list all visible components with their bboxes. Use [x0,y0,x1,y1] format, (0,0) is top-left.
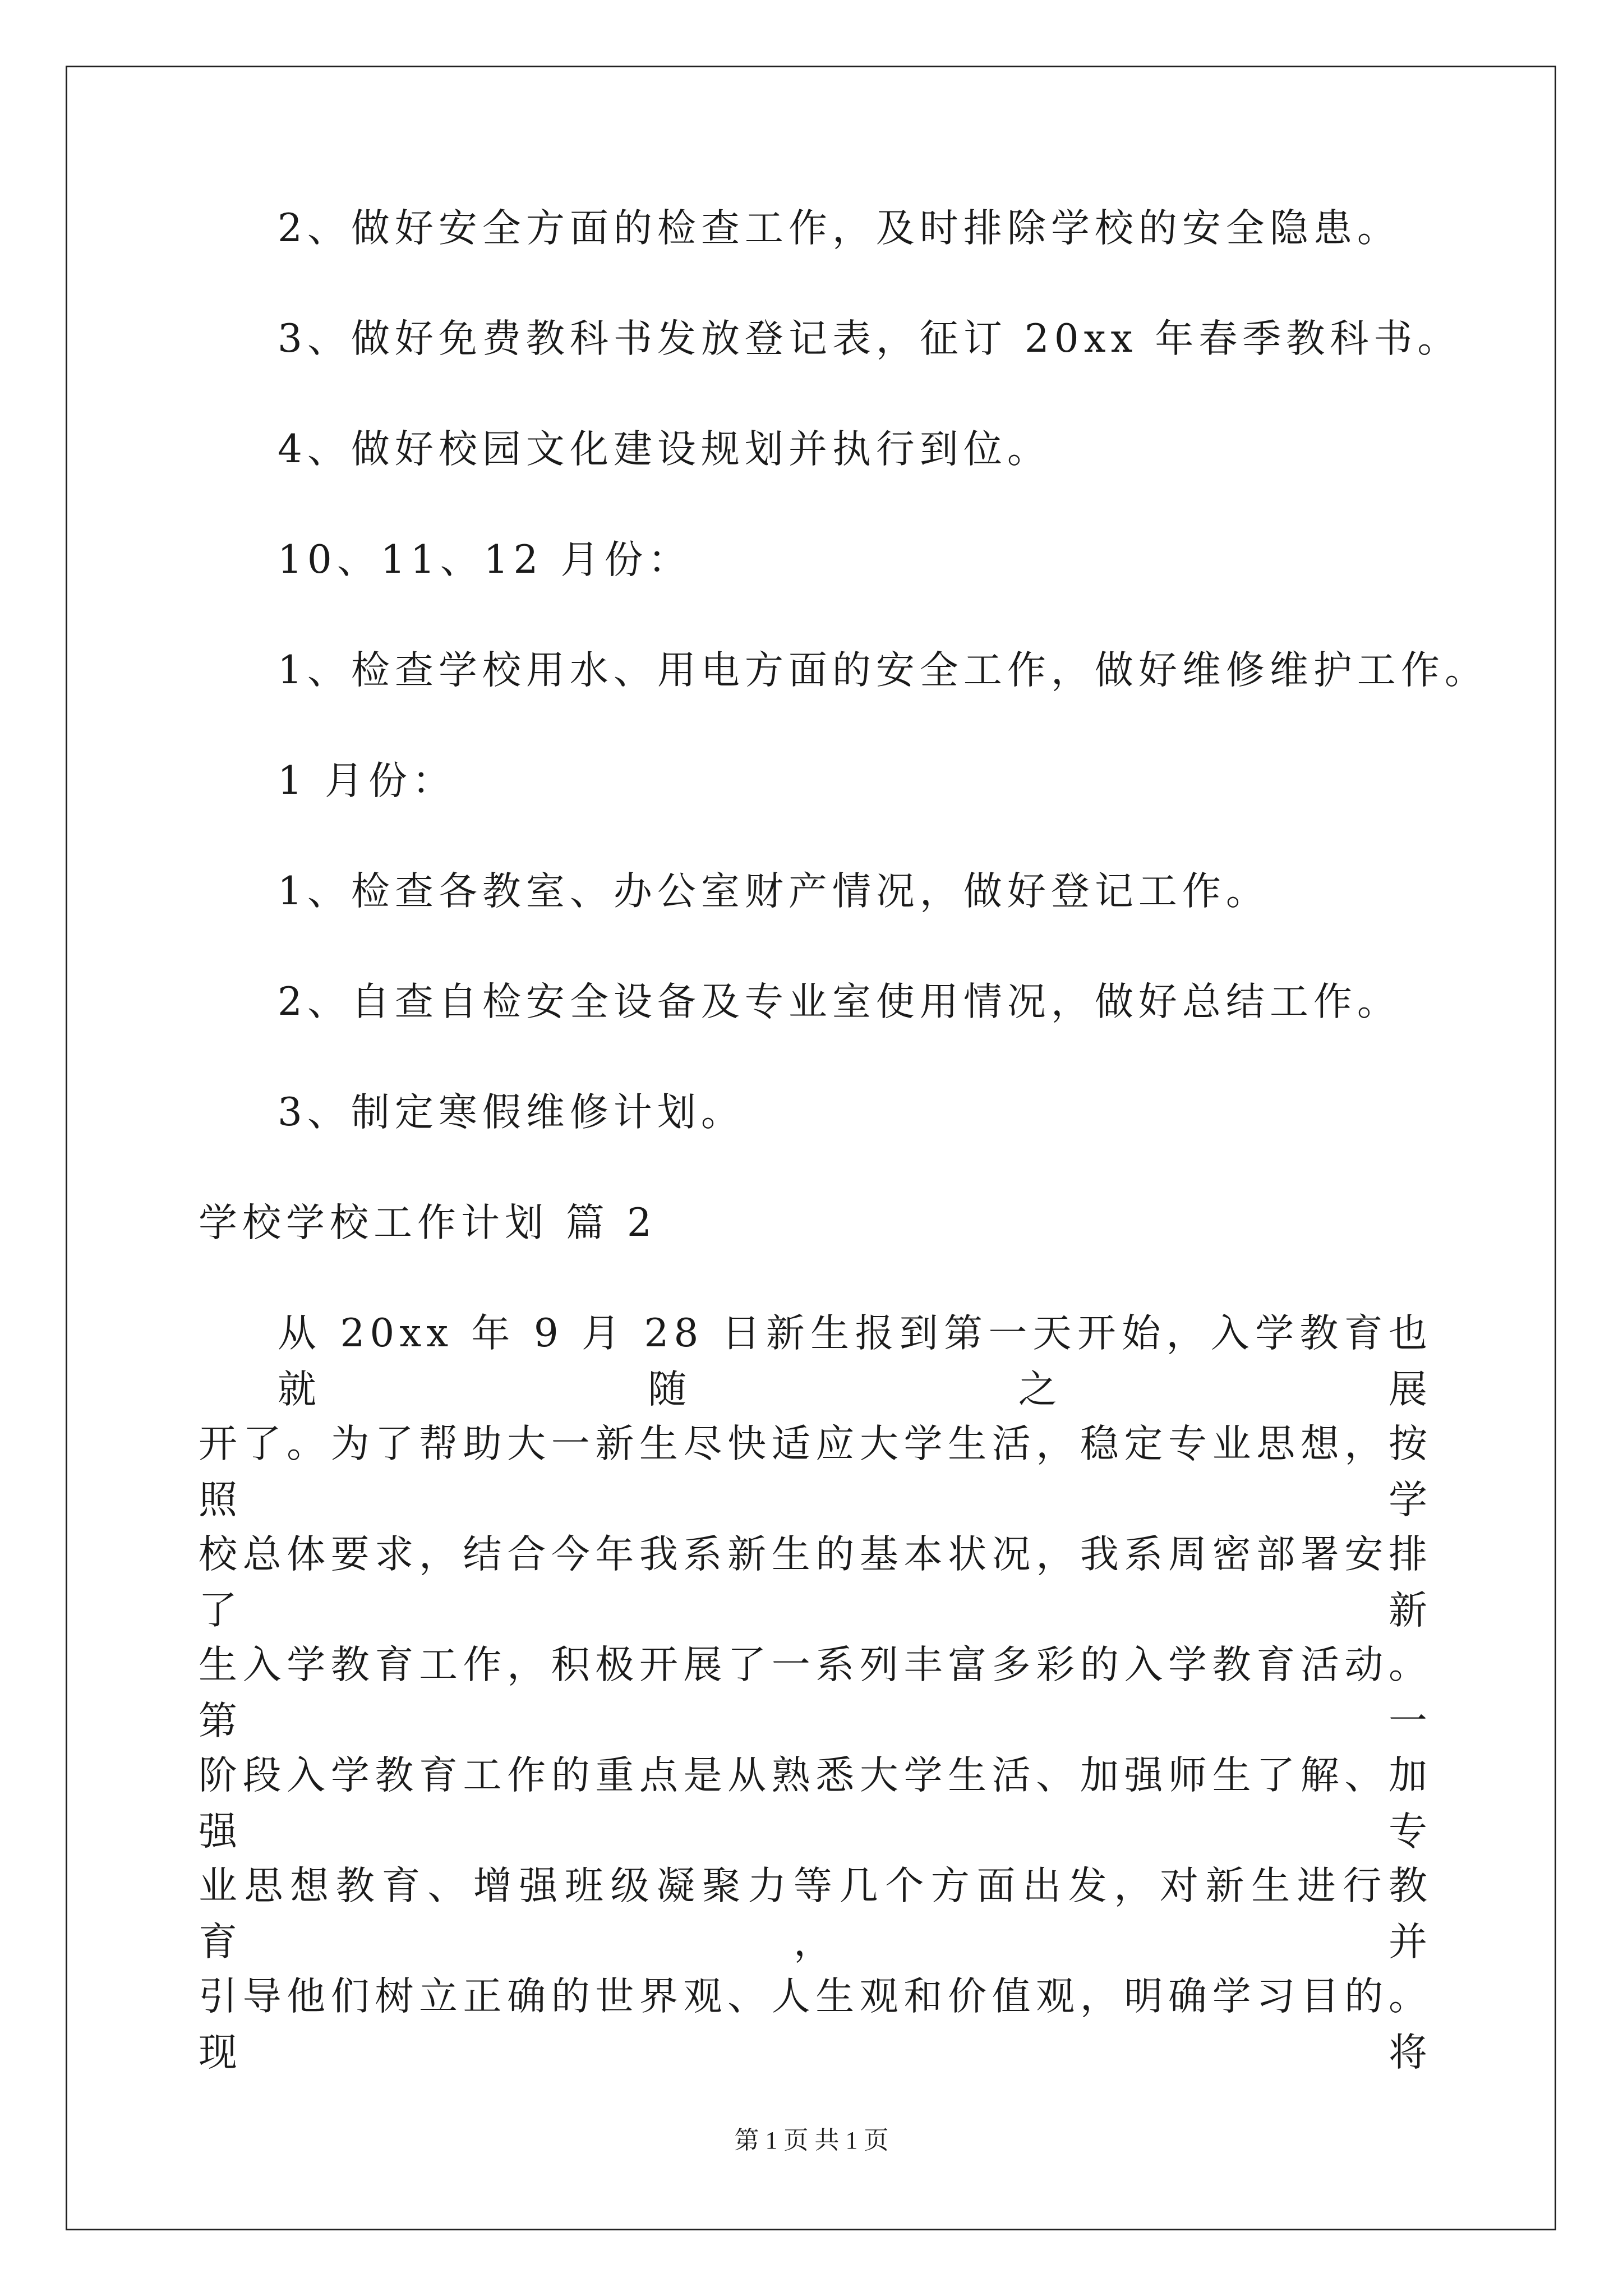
text-line: 2、自查自检安全设备及专业室使用情况，做好总结工作。 [278,979,1401,1024]
paragraph-line: 引导他们树立正确的世界观、人生观和价值观，明确学习目的。现将 [199,1974,1432,2075]
paragraph-line: 业思想教育、增强班级凝聚力等几个方面出发，对新生进行教育，并 [199,1864,1432,1964]
text-line: 3、做好免费教科书发放登记表，征订 20xx 年春季教科书。 [278,316,1461,361]
text-line: 2、做好安全方面的检查工作，及时排除学校的安全隐患。 [278,206,1401,251]
text-line: 1 月份： [278,758,456,803]
text-line: 10、11、12 月份： [278,537,692,582]
paragraph-line: 阶段入学教育工作的重点是从熟悉大学生活、加强师生了解、加强专 [199,1753,1432,1854]
page-number-footer: 第 1 页 共 1 页 [734,2127,889,2154]
text-line: 4、做好校园文化建设规划并执行到位。 [278,427,1051,472]
text-line: 1、检查各教室、办公室财产情况，做好登记工作。 [278,869,1270,914]
section-heading: 学校学校工作计划 篇 2 [199,1200,657,1245]
text-line: 1、检查学校用水、用电方面的安全工作，做好维修维护工作。 [278,648,1488,693]
paragraph-line: 校总体要求，结合今年我系新生的基本状况，我系周密部署安排了新 [199,1532,1432,1633]
paragraph-line: 从 20xx 年 9 月 28 日新生报到第一天开始，入学教育也就随之展 [278,1311,1432,1412]
text-line: 3、制定寒假维修计划。 [278,1090,745,1135]
paragraph-line: 开了。为了帮助大一新生尽快适应大学生活，稳定专业思想，按照学 [199,1421,1432,1522]
paragraph-line: 生入学教育工作，积极开展了一系列丰富多彩的入学教育活动。第一 [199,1642,1432,1743]
